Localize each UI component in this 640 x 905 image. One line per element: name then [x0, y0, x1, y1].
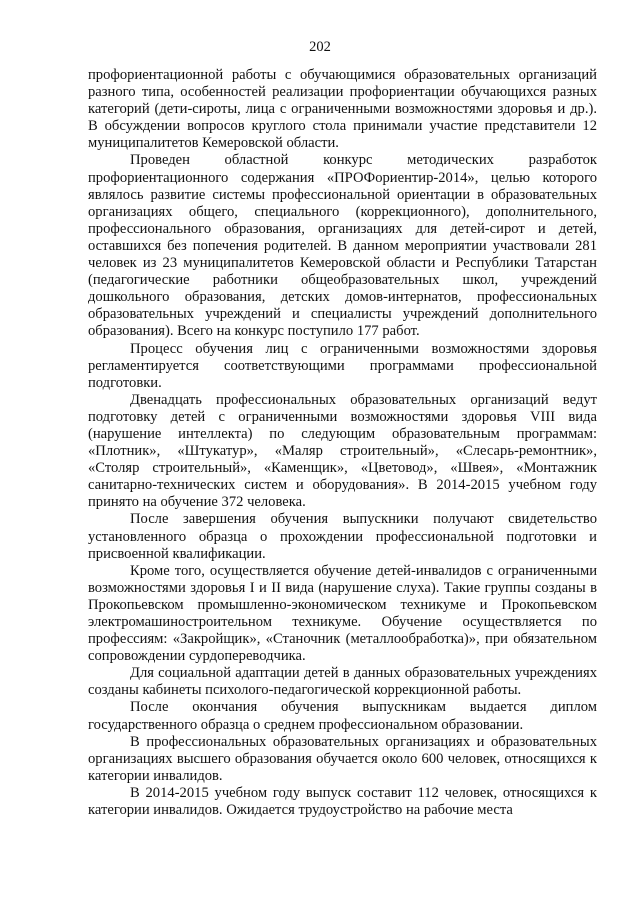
paragraph-disabled-students: В профессиональных образовательных организациях и образовательных организациях высшего образования обучается около 600 человек, относящихся к категории инвалидов.	[88, 733, 597, 784]
paragraph-twelve-organizations: Двенадцать профессиональных образовательных организаций ведут подготовку детей с ограниченными возможностями здоровья VIII вида (нарушение интеллекта) по следующим образовательным программам: «Плотник», «Штукатур», «Маляр строительный», «Слесарь-ремонтник», «Столяр строительный», «Каменщик», «Цветовод», «Швея», «Монтажник санитарно-технических систем и оборудования». В 2014-2015 учебном году принято на обучение 372 человека.	[88, 391, 597, 511]
paragraph-social-adaptation: Для социальной адаптации детей в данных образовательных учреждениях созданы кабинеты психолого-педагогической коррекционной работы.	[88, 665, 597, 699]
paragraph-continuation: профориентационной работы с обучающимися образовательных организаций разного типа, особенностей реализации профориентации обучающихся разных категорий (дети-сироты, лица с ограниченными возможностями здоровья и др.). В обсуждении вопросов круглого стола принимали участие представители 12 муниципалитетов Кемеровской области.	[88, 67, 597, 152]
paragraph-diploma: После окончания обучения выпускникам выдается диплом государственного образца о среднем профессиональном образовании.	[88, 699, 597, 733]
paragraph-certificate: После завершения обучения выпускники получают свидетельство установленного образца о прохождении профессиональной подготовки и присвоенной квалификации.	[88, 511, 597, 562]
paragraph-training-process: Процесс обучения лиц с ограниченными возможностями здоровья регламентируется соответствующими программами профессиональной подготовки.	[88, 340, 597, 391]
paragraph-hearing-impaired: Кроме того, осуществляется обучение детей-инвалидов с ограниченными возможностями здоровья I и II вида (нарушение слуха). Такие группы созданы в Прокопьевском промышленно-экономическом техникуме и Прокопьевском электромашиностроительном техникуме. Обучение осуществляется по профессиям: «Закройщик», «Станочник (металлообработка)», при обязательном сопровождении сурдопереводчика.	[88, 562, 597, 665]
paragraph-contest: Проведен областной конкурс методических разработок профориентационного содержания «ПРОФориентир-2014», целью которого являлось развитие системы профессиональной ориентации в образовательных организациях общего, специального (коррекционного), дополнительного, профессионального образования, организациях для детей-сирот и детей, оставшихся без попечения родителей. В данном мероприятии участвовали 281 человек из 23 муниципалитетов Кемеровской области и Республики Татарстан (педагогические работники общеобразовательных школ, учреждений дошкольного образования, детских домов-интернатов, профессиональных образовательных учреждений и специалисты учреждений дополнительного образования). Всего на конкурс поступило 177 работ.	[88, 152, 597, 340]
paragraph-graduation: В 2014-2015 учебном году выпуск составит 112 человек, относящихся к категории инвалидов. Ожидается трудоустройство на рабочие места	[88, 784, 597, 819]
page-number: 202	[309, 39, 331, 55]
document-body	[88, 67, 597, 819]
